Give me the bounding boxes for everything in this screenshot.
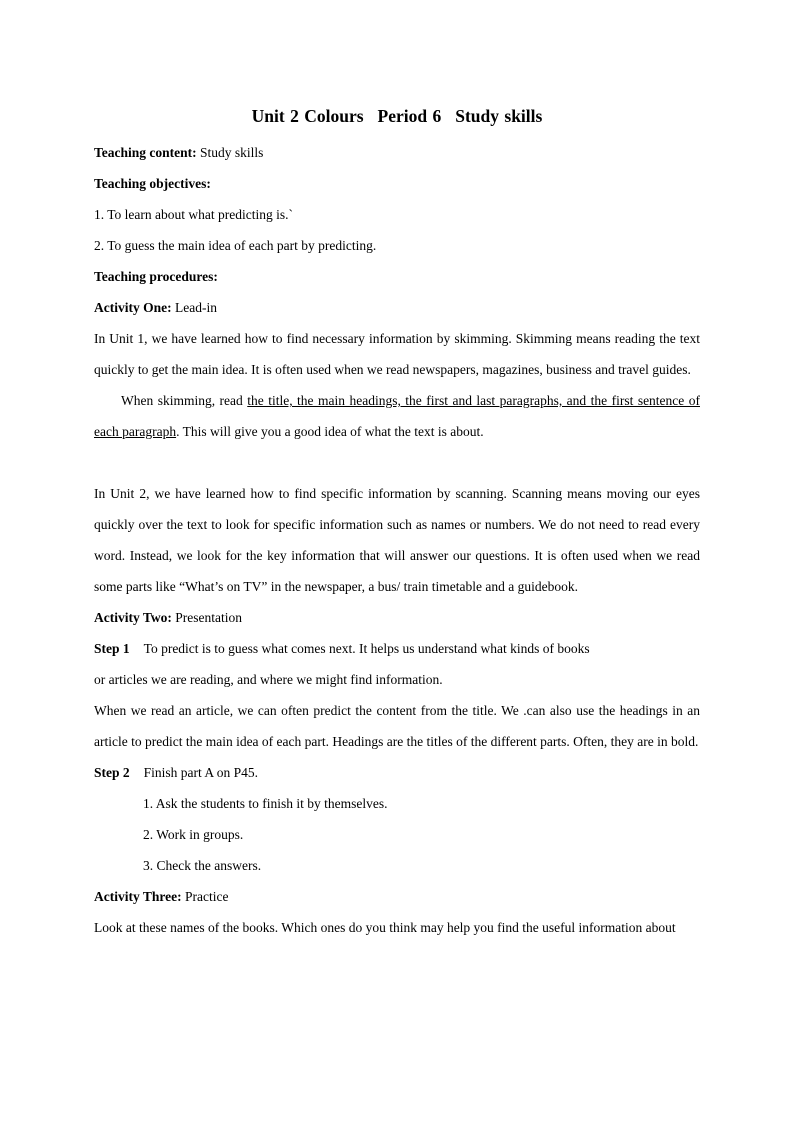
paragraph-2-start: When skimming, read (121, 393, 248, 408)
activity-three-label: Activity Three: (94, 889, 182, 904)
activity-three-heading (94, 881, 700, 912)
step-1-paragraph: When we read an article, we can often predict the content from the title. We .can also use the headings in an article to predict the main idea of each part. Headings are the titles of the different parts. Often, they are in bold. (94, 703, 700, 749)
document-page (94, 104, 700, 943)
blank-line (94, 447, 700, 478)
title-topic: Study skills (455, 106, 543, 126)
step-1-text: To predict is to guess what comes next. It helps us understand what kinds of books (143, 641, 590, 656)
step-2-text: Finish part A on P45. (143, 765, 259, 780)
activity-one-value: Lead-in (171, 300, 217, 315)
activity-one-paragraph-3: In Unit 2, we have learned how to find specific information by scanning. Scanning means moving our eyes quickly over the text to look for specific information such as names or numbers. We do not need to read every word. Instead, we look for the key information that will answer our questions. It is often used when we read some parts like “What’s on TV” in the newspaper, a bus/ train timetable and a guidebook. (94, 486, 700, 594)
teaching-content-label: Teaching content: (94, 145, 197, 160)
paragraph-2-underlined: the title, the main headings, the first and last paragraphs, and the first sentence of each paragraph (94, 393, 700, 439)
activity-one-label: Activity One: (94, 300, 172, 315)
activity-two-value: Presentation (171, 610, 242, 625)
step-2-item-2: 2. Work in groups. (143, 827, 244, 842)
activity-three-paragraph: Look at these names of the books. Which ones do you think may help you find the useful information about (94, 920, 676, 935)
activity-one-paragraph-1: In Unit 1, we have learned how to find necessary information by skimming. Skimming means reading the text quickly to get the main idea. It is often used when we read newspapers, magazines, business and travel guides. (94, 331, 700, 377)
step-1-line-2: or articles we are reading, and where we might find information. (94, 672, 443, 687)
step-2-label: Step 2 (94, 765, 130, 780)
step-2-line (94, 757, 700, 788)
teaching-content (94, 137, 700, 168)
step-1-line (94, 633, 700, 664)
title-unit: Unit 2 Colours (251, 106, 364, 126)
activity-one-heading (94, 292, 700, 323)
step-2-item-1: 1. Ask the students to finish it by themselves. (143, 796, 388, 811)
teaching-procedures-label: Teaching procedures: (94, 269, 218, 284)
title-period: Period 6 (377, 106, 442, 126)
step-1-label: Step 1 (94, 641, 130, 656)
activity-two-heading (94, 602, 700, 633)
activity-one-paragraph-2 (94, 385, 700, 447)
page-title (94, 104, 700, 128)
teaching-content-value: Study skills (196, 145, 264, 160)
activity-two-label: Activity Two: (94, 610, 172, 625)
teaching-objectives-label: Teaching objectives: (94, 176, 211, 191)
objective-item-1: 1. To learn about what predicting is.` (94, 207, 294, 222)
paragraph-2-end: . This will give you a good idea of what the text is about. (176, 424, 484, 439)
objective-item-2: 2. To guess the main idea of each part by predicting. (94, 238, 377, 253)
activity-three-value: Practice (181, 889, 229, 904)
step-2-item-3: 3. Check the answers. (143, 858, 262, 873)
